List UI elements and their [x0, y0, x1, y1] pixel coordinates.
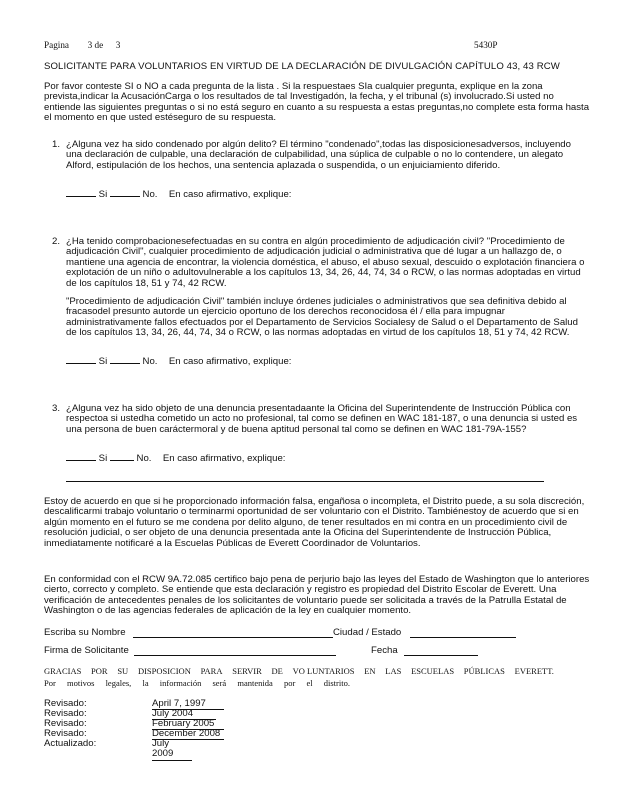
legal-word: motivos	[66, 678, 95, 688]
page-total: 3	[115, 40, 121, 50]
thanks-word: EN	[364, 666, 376, 676]
city-field-label: Ciudad / Estado	[333, 627, 402, 638]
revision-date: July 2004	[152, 709, 216, 720]
legal-word: información	[159, 678, 202, 688]
question-2-no-label: No.	[142, 356, 158, 367]
question-1-number: 1.	[52, 139, 61, 150]
revision-date: April 7, 1997	[152, 699, 224, 710]
legal-word: el	[306, 678, 313, 688]
question-3-text: ¿Alguna vez ha sido objeto de una denuncia presentadaante la Oficina del Superintendente de Instrucción Pública con respectoa si ustedha cometido un acto no profesional, tal como se definen en WAC 181-187, o una denuncia si usted es una persona de buen caráctermoral y de buena aptitud personal tal como se definen en WAC 181-79A-155?	[66, 403, 578, 435]
thanks-word: EVERETT.	[514, 666, 554, 676]
date-field[interactable]	[404, 655, 478, 656]
agreement-paragraph: Estoy de acuerdo en que si he proporcionado información falsa, engañosa o incompleta, el Distrito puede, a su sola discreción, descalificarmi trabajo voluntario o terminarmi oportunidad de ser voluntario con el Distrito. Tambiénestoy de acuerdo que si en algún momento en el futuro se me condena por delito alguno, de tener resultados en mi contra en un procedimiento civil de resolución judicial, o ser objeto de una denuncia presentada ante la Oficina del Superintendente de Instrucción Pública, inmediatamente notificaré a la Escuelas Públicas de Everett Coordinador de Voluntarios.	[44, 496, 585, 549]
intro-instructions: Por favor conteste SI o NO a cada pregunta de la lista . Si la respuestaes SIa cualquier pregunta, explique en la zona prevista,indicar la AcusaciónCarga o los resultados de tal Investigadón, la fecha, y el tribunal (s) involucrado.Si usted no entiende las siguientes preguntas o si no está seguro en cuanto a su respuesta a estas preguntas,no complete esta forma hasta el momento en que usted estéseguro de su respuesta.	[44, 81, 590, 124]
page-label: Pagina	[44, 40, 70, 50]
question-1-si-label: Si	[98, 189, 108, 200]
name-field-label: Escriba su Nombre	[44, 627, 126, 638]
revision-label: Actualizado:	[44, 738, 97, 749]
revision-date: February 2005	[152, 719, 224, 730]
legal-word: la	[142, 678, 149, 688]
question-3-no-blank[interactable]	[110, 451, 134, 461]
question-3-no-label: No.	[136, 453, 152, 464]
revision-label: Revisado:	[44, 718, 87, 729]
question-2-answer-row	[66, 354, 466, 367]
thanks-word: PÚBLICAS	[463, 666, 505, 676]
thanks-word: GRACIAS	[44, 666, 82, 676]
thanks-word: LAS	[385, 666, 402, 676]
thanks-word: PARA	[200, 666, 223, 676]
question-3-explain-label: En caso afirmativo, explique:	[162, 453, 286, 464]
legal-word: mantenida	[237, 678, 273, 688]
revision-label: Revisado:	[44, 708, 87, 719]
question-1-no-blank[interactable]	[110, 187, 140, 197]
thanks-word: SU	[117, 666, 129, 676]
question-3-si-blank[interactable]	[66, 451, 96, 461]
question-1-text: ¿Alguna vez ha sido condenado por algún delito? El término "condenado",todas las disposicionesadversos, incluyendo una declaración de culpable, una declaración de culpabilidad, una súplica de culpable o no lo contendere, un alegato Alford, estipulación de los hechos, una sentencia aplazada o suspendida, o un enjuiciamiento diferido.	[66, 139, 571, 171]
thanks-word: DE	[271, 666, 283, 676]
question-2-no-blank[interactable]	[110, 354, 140, 364]
thanks-word: DISPOSICION	[137, 666, 191, 676]
question-2-si-blank[interactable]	[66, 354, 96, 364]
legal-word: distrito.	[323, 678, 350, 688]
legal-word: legales,	[105, 678, 132, 688]
thanks-line-1	[44, 666, 554, 677]
thanks-line-2	[44, 678, 350, 689]
question-2-text-continued: "Procedimiento de adjudicación Civil" también incluye órdenes judiciales o administrativos que sea definitiva debido al fracasodel presunto autorde un ejercicio oportuno de los derechos reconocidosa él / ella para impugnar administrativamente fallos efectuados por el Departamento de Servicios Socialesy de Salud o el Departamento de Salud de los capítulos 13, 34, 26, 44, 74, 34 o RCW, o las normas adoptadas en virtud de los capítulos 18, 51 y 74, 42 RCW.	[66, 296, 578, 339]
thanks-word: SERVIR	[232, 666, 262, 676]
question-2-text: ¿Ha tenido comprobacionesefectuadas en su contra en algún procedimiento de adjudicación civil? "Procedimiento de adjudicación Civil", cualquier procedimiento de adjudicación judicial o administrativa que dé lugar a un hallazgo de, o mantiene una agencia de encontrar, la violencia doméstica, el abuso, el abuso sexual, descuido o explotación financiera o explotación de un niño o adultovulnerable a los capítulos 13, 34, 26, 44, 74, 34 o RCW, o las normas adoptadas en virtud de los capítulos 18, 51 y 74, 42 RCW.	[66, 236, 585, 289]
signature-field[interactable]	[134, 655, 336, 656]
name-field[interactable]	[133, 637, 333, 638]
legal-word: por	[283, 678, 296, 688]
perjury-paragraph: En conformidad con el RCW 9A.72.085 certifico bajo pena de perjurio bajo las leyes del Estado de Washington que lo anteriores cierto, correcto y completo. Se entiende que esta declaración y registro es propiedad del Distrito Escolar de Everett. Una verificación de antecedentes penales de los solicitantes de voluntario puede ser solicitada a través de la Patrulla Estatal de Washington o de las agencias federales de aplicación de la ley en cualquier momento.	[44, 574, 590, 617]
date-field-label: Fecha	[371, 645, 398, 656]
question-1-answer-row	[66, 187, 466, 200]
page-title: SOLICITANTE PARA VOLUNTARIOS EN VIRTUD DE LA DECLARACIÓN DE DIVULGACIÓN CAPÍTULO 43, 43 RCW	[44, 61, 560, 72]
legal-word: Por	[44, 678, 56, 688]
page-indicator	[44, 40, 120, 50]
thanks-word: VO LUNTARIOS	[292, 666, 355, 676]
signature-field-label: Firma de Solicitante	[44, 645, 129, 656]
question-2-explain-label: En caso afirmativo, explique:	[168, 356, 292, 367]
question-1-si-blank[interactable]	[66, 187, 96, 197]
question-1-explain-label: En caso afirmativo, explique:	[168, 189, 292, 200]
question-2-number: 2.	[52, 236, 61, 247]
revision-date: July 2009	[152, 739, 192, 761]
thanks-word: ESCUELAS	[411, 666, 455, 676]
question-3-explain-line[interactable]	[66, 481, 544, 482]
form-code: 5430P	[474, 40, 498, 50]
thanks-word: POR	[91, 666, 108, 676]
question-3-number: 3.	[52, 403, 61, 414]
revision-date: December 2008	[152, 729, 224, 740]
revision-label: Revisado:	[44, 698, 87, 709]
question-2-si-label: Si	[98, 356, 108, 367]
question-3-si-label: Si	[98, 453, 108, 464]
legal-word: será	[212, 678, 227, 688]
page-number: 3	[87, 40, 93, 50]
question-1-no-label: No.	[142, 189, 158, 200]
page-of: de	[94, 40, 104, 50]
city-field[interactable]	[410, 637, 516, 638]
revision-label: Revisado:	[44, 728, 87, 739]
question-3-answer-row	[66, 451, 466, 464]
